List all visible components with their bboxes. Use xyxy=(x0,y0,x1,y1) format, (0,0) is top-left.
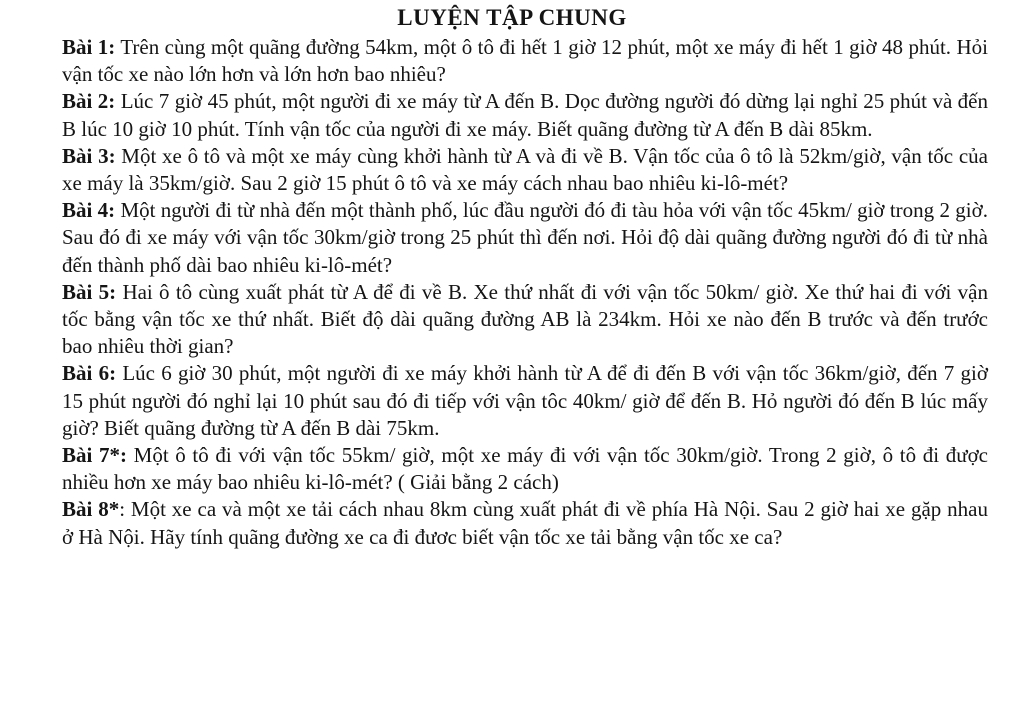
problem-1 xyxy=(62,34,988,88)
problem-3 xyxy=(62,143,988,197)
problem-text: Một xe ô tô và một xe máy cùng khởi hành từ A và đi về B. Vận tốc của ô tô là 52km/giờ, vận tốc của xe máy là 35km/giờ. Sau 2 giờ 15 phút ô tô và xe máy cách nhau bao nhiêu ki-lô-mét? xyxy=(62,143,988,196)
problem-4 xyxy=(62,197,988,279)
problem-label: Bài 8* xyxy=(62,497,120,522)
problem-label: Bài 7*: xyxy=(62,443,127,468)
problem-text: Trên cùng một quãng đường 54km, một ô tô đi hết 1 giờ 12 phút, một xe máy đi hết 1 giờ 48 phút. Hỏi vận tốc xe nào lớn hơn và lớn hơn bao nhiêu? xyxy=(62,35,988,87)
problem-text: Lúc 6 giờ 30 phút, một người đi xe máy khởi hành từ A để đi đến B với vận tốc 36km/giờ, đến 7 giờ 15 phút người đó nghỉ lại 10 phút sau đó đi tiếp với vận tôc 40km/ giờ để đến B. Hỏ người đó đến B lúc mấy giờ? Biết quãng đường từ A đến B dài 75km. xyxy=(62,361,988,440)
problem-label: Bài 3: xyxy=(62,143,116,168)
problem-label: Bài 2: xyxy=(62,89,116,114)
worksheet-title: LUYỆN TẬP CHUNG xyxy=(397,5,627,30)
problem-label: Bài 1: xyxy=(62,35,116,59)
problem-label: Bài 5: xyxy=(62,279,117,304)
problem-text: Hai ô tô cùng xuất phát từ A để đi về B. Xe thứ nhất đi với vận tốc 50km/ giờ. Xe thứ hai đi với vận tốc bằng vận tốc xe thứ nhất. Biết độ dài quãng đường AB là 234km. Hỏi xe nào đến B trước và đến trước bao nhiêu thời gian? xyxy=(62,279,988,359)
problem-5 xyxy=(62,279,988,361)
problem-text: : Một xe ca và một xe tải cách nhau 8km cùng xuất phát đi về phía Hà Nội. Sau 2 giờ hai xe gặp nhau ở Hà Nội. Hãy tính quãng đường xe ca đi đươc biết vận tốc xe tải bằng vận tốc xe ca? xyxy=(62,497,988,549)
problem-label: Bài 4: xyxy=(62,198,116,223)
problem-text: Một người đi từ nhà đến một thành phố, lúc đầu người đó đi tàu hỏa với vận tốc 45km/ giờ trong 2 giờ. Sau đó đi xe máy với vận tốc 30km/giờ trong 25 phút thì đến nơi. Hỏi độ dài quãng đường người đó đi từ nhà đến thành phố dài bao nhiêu ki-lô-mét? xyxy=(62,198,989,277)
problem-text: Một ô tô đi với vận tốc 55km/ giờ, một xe máy đi với vận tốc 30km/giờ. Trong 2 giờ, ô tô đi được nhiều hơn xe máy bao nhiêu ki-lô-mét? ( Giải bằng 2 cách) xyxy=(62,443,989,495)
problem-text: Lúc 7 giờ 45 phút, một người đi xe máy từ A đến B. Dọc đường người đó dừng lại nghỉ 25 phút và đến B lúc 10 giờ 10 phút. Tính vận tốc của người đi xe máy. Biết quãng đường từ A đến B dài 85km. xyxy=(62,89,989,141)
problem-label: Bài 6: xyxy=(62,361,117,386)
problem-8 xyxy=(62,496,988,550)
problem-7 xyxy=(62,442,988,496)
problem-list xyxy=(62,34,988,551)
problem-2 xyxy=(62,88,988,142)
problem-6 xyxy=(62,360,988,442)
